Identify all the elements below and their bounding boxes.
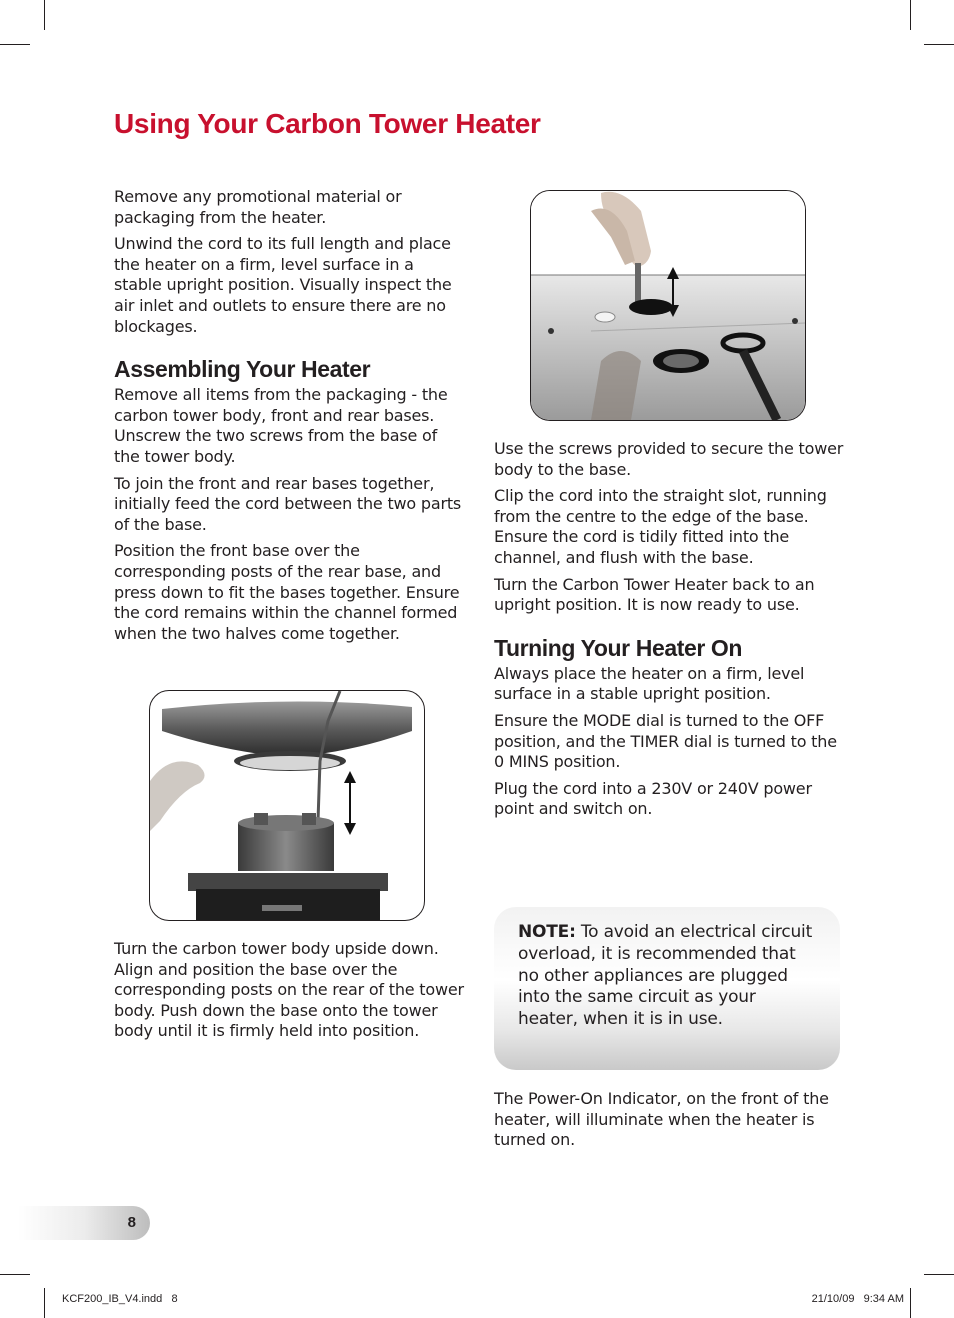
footer-file: KCF200_IB_V4.indd 8 <box>62 1293 178 1305</box>
left-column-lower <box>114 939 464 1048</box>
crop-mark <box>924 1274 954 1275</box>
base-fitting-illustration <box>150 691 424 920</box>
note-label: NOTE: <box>518 922 576 942</box>
page-title: Using Your Carbon Tower Heater <box>114 108 541 139</box>
intro-paragraph: Remove any promotional material or packaging from the heater. <box>114 187 402 227</box>
closing-paragraph: The Power-On Indicator, on the front of the heater, will illuminate when the heater is turned on. <box>494 1089 829 1150</box>
assembling-paragraph: To join the front and rear bases together, initially feed the cord between the two parts of the base. <box>114 473 462 534</box>
screw-photo <box>530 190 806 421</box>
assembling-paragraph: Position the front base over the corresponding posts of the rear base, and press down to fit the bases together. Ensure the cord remains within the channel formed when the two halves come together. <box>114 541 460 643</box>
assembling-paragraph: Remove all items from the packaging - the carbon tower body, front and rear bases. Unscrew the two screws from the base of the tower body. <box>114 385 448 466</box>
crop-mark <box>44 0 45 30</box>
crop-mark <box>0 44 30 45</box>
right-column <box>494 439 844 826</box>
crop-mark <box>0 1274 30 1275</box>
screw-illustration <box>531 191 805 420</box>
assembling-heading: Assembling Your Heater <box>114 356 371 383</box>
crop-mark <box>924 44 954 45</box>
note-text: To avoid an electrical circuit overload, it is recommended that no other appliances are plugged into the same circuit as your heater, when it is in use. <box>518 922 813 1030</box>
crop-mark <box>910 1288 911 1318</box>
crop-mark <box>44 1288 45 1318</box>
body-paragraph: Clip the cord into the straight slot, running from the centre to the edge of the base. Ensure the cord is tidily fitted into the channel, and flush with the base. <box>494 486 827 567</box>
turning-on-paragraph: Ensure the MODE dial is turned to the OFF position, and the TIMER dial is turned to the 0 MINS position. <box>494 710 837 772</box>
footer-timestamp: 21/10/09 9:34 AM <box>811 1293 904 1305</box>
intro-paragraph: Unwind the cord to its full length and place the heater on a firm, level surface in a stable upright position. Visually inspect the air inlet and outlets to ensure there are no blockages. <box>114 234 452 336</box>
page-number-tab <box>18 1206 150 1240</box>
turning-on-paragraph: Plug the cord into a 230V or 240V power point and switch on. <box>494 778 812 819</box>
note-box <box>494 907 840 1070</box>
body-paragraph: Use the screws provided to secure the tower body to the base. <box>494 439 844 479</box>
body-paragraph: Turn the carbon tower body upside down. Align and position the base over the corresponding posts on the rear of the tower body. Push down the base onto the tower body until it is firmly held into position. <box>114 939 464 1041</box>
closing-column <box>494 1089 844 1157</box>
crop-mark <box>910 0 911 30</box>
turning-on-paragraph: Always place the heater on a firm, level surface in a stable upright position. <box>494 663 805 704</box>
page-number: 8 <box>127 1214 136 1231</box>
turning-on-heading: Turning Your Heater On <box>494 634 743 661</box>
body-paragraph: Turn the Carbon Tower Heater back to an upright position. It is now ready to use. <box>494 574 815 615</box>
base-fitting-photo <box>149 690 425 921</box>
left-column <box>114 187 464 650</box>
